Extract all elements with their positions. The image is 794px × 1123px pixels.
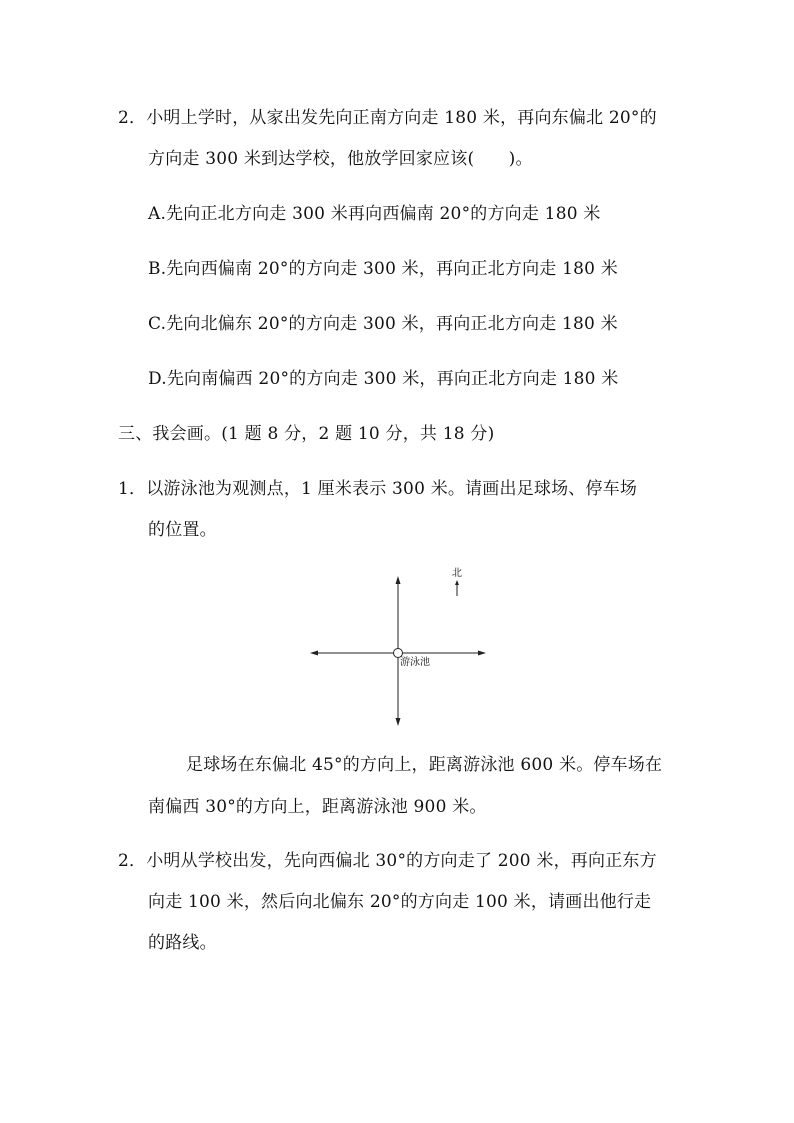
problem-1-desc-1: 足球场在东偏北 45°的方向上，距离游泳池 600 米。停车场在 bbox=[186, 755, 663, 775]
question-2-line-2: 方向走 300 米到达学校，他放学回家应该( )。 bbox=[148, 149, 533, 169]
problem-2-line-1: 2．小明从学校出发，先向西偏北 30°的方向走了 200 米，再向正东方 bbox=[118, 851, 657, 871]
section-3-heading: 三、我会画。(1 题 8 分，2 题 10 分，共 18 分) bbox=[118, 424, 495, 444]
problem-2-line-3: 的路线。 bbox=[148, 933, 217, 953]
compass-diagram bbox=[300, 560, 500, 730]
compass-cross-svg bbox=[300, 560, 500, 730]
north-arrowhead-icon bbox=[455, 580, 459, 585]
north-label: 北 bbox=[452, 568, 462, 579]
option-d: D.先向南偏西 20°的方向走 300 米，再向正北方向走 180 米 bbox=[148, 369, 619, 389]
arrow-down-icon bbox=[396, 718, 401, 726]
arrow-right-icon bbox=[478, 651, 486, 656]
arrow-up-icon bbox=[396, 576, 401, 584]
option-a: A.先向正北方向走 300 米再向西偏南 20°的方向走 180 米 bbox=[148, 204, 601, 224]
swimming-pool-label: 游泳池 bbox=[400, 657, 430, 668]
option-c: C.先向北偏东 20°的方向走 300 米，再向正北方向走 180 米 bbox=[148, 314, 618, 334]
problem-1-line-1: 1．以游泳池为观测点，1 厘米表示 300 米。请画出足球场、停车场 bbox=[118, 479, 638, 499]
arrow-left-icon bbox=[310, 651, 318, 656]
option-b: B.先向西偏南 20°的方向走 300 米，再向正北方向走 180 米 bbox=[148, 259, 618, 279]
question-2-line-1: 2．小明上学时，从家出发先向正南方向走 180 米，再向东偏北 20°的 bbox=[118, 108, 657, 128]
problem-1-line-2: 的位置。 bbox=[148, 520, 217, 540]
problem-2-line-2: 向走 100 米，然后向北偏东 20°的方向走 100 米，请画出他行走 bbox=[148, 892, 652, 912]
problem-1-desc-2: 南偏西 30°的方向上，距离游泳池 900 米。 bbox=[148, 797, 487, 817]
